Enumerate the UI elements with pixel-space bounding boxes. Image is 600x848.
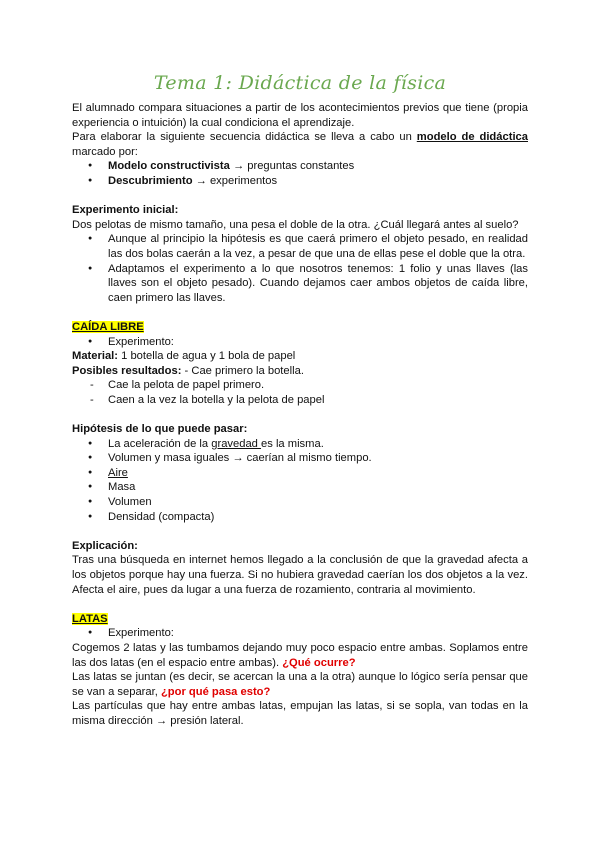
list-item: ● Experimento: bbox=[72, 626, 528, 641]
experimento-inicial-list bbox=[72, 232, 528, 305]
hipotesis-list bbox=[72, 437, 528, 525]
model-list bbox=[72, 159, 528, 188]
list-item: ● Volumen bbox=[72, 495, 528, 510]
section-heading-caida-libre: CAÍDA LIBRE bbox=[72, 320, 144, 333]
experimento-inicial-text: Dos pelotas de mismo tamaño, una pesa el doble de la otra. ¿Cuál llegará antes al suelo? bbox=[72, 218, 519, 231]
list-item: ● Descubrimiento → experimentos bbox=[72, 174, 528, 189]
section-heading-latas: LATAS bbox=[72, 612, 108, 625]
list-item: ● Adaptamos el experimento a lo que nosotros tenemos: 1 folio y unas llaves (las llaves son el objeto pesado). Cuando dejamos caer ambos objetos de caída libre, caen primero las llaves. bbox=[72, 262, 528, 306]
document-body bbox=[72, 101, 528, 729]
section-heading-hipotesis: Hipótesis de lo que puede pasar: bbox=[72, 423, 248, 436]
list-item: ● Volumen y masa iguales → caerían al mismo tiempo. bbox=[72, 451, 528, 466]
latas-list bbox=[72, 626, 528, 641]
explicacion-text: Tras una búsqueda en internet hemos llegado a la conclusión de que la gravedad afecta a los objetos porque hay una fuerza. Si no hubiera gravedad caerían los dos objetos a la vez. Afecta el aire, pues da lugar a una fuerza de rozamiento, contraria al movimiento. bbox=[72, 554, 528, 596]
section-heading-experimento-inicial: Experimento inicial: bbox=[72, 204, 179, 217]
page-title: Tema 1: Didáctica de la física bbox=[153, 72, 447, 94]
list-item: - Caen a la vez la botella y la pelota de papel bbox=[72, 393, 528, 408]
latas-paragraph-3: Las partículas que hay entre ambas latas, empujan las latas, si se sopla, van todas en la misma dirección → presión lateral. bbox=[72, 700, 528, 727]
question-text: ¿por qué pasa esto? bbox=[160, 685, 271, 698]
intro-paragraph: El alumnado compara situaciones a partir de los acontecimientos previos que tiene (propia experiencia o intuición) la cual condiciona el aprendizaje. bbox=[72, 102, 528, 129]
section-heading-explicacion: Explicación: bbox=[72, 539, 138, 552]
latas-paragraph-2: Las latas se juntan (es decir, se acercan la una a la otra) aunque lo lógico sería pensar que se van a separar, ¿por qué pasa esto? bbox=[72, 671, 528, 698]
list-item: ● Modelo constructivista → preguntas constantes bbox=[72, 159, 528, 174]
intro-model-paragraph: Para elaborar la siguiente secuencia didáctica se lleva a cabo un modelo de didáctica marcado por: bbox=[72, 131, 528, 158]
caida-libre-list bbox=[72, 335, 528, 350]
resultados-list bbox=[72, 378, 528, 407]
list-item: ● Aire bbox=[72, 466, 528, 481]
list-item: ● Aunque al principio la hipótesis es que caerá primero el objeto pesado, en realidad las dos bolas caerán a la vez, a pesar de que una de ellas pese el doble que la otra. bbox=[72, 232, 528, 261]
model-link-text: modelo de didáctica bbox=[416, 131, 528, 144]
resultados-line: Posibles resultados: - Cae primero la botella. bbox=[72, 364, 304, 377]
latas-paragraph-1: Cogemos 2 latas y las tumbamos dejando muy poco espacio entre ambas. Soplamos entre las dos latas (en el espacio entre ambas). ¿Qué ocurre? bbox=[72, 641, 528, 669]
list-item: - Cae la pelota de papel primero. bbox=[72, 378, 528, 393]
question-text: ¿Qué ocurre? bbox=[282, 656, 356, 669]
list-item: ● La aceleración de la gravedad es la misma. bbox=[72, 437, 528, 452]
material-line: Material: 1 botella de agua y 1 bola de papel bbox=[72, 350, 296, 363]
list-item: ● Experimento: bbox=[72, 335, 528, 350]
list-item: ● Densidad (compacta) bbox=[72, 510, 528, 525]
list-item: ● Masa bbox=[72, 480, 528, 495]
